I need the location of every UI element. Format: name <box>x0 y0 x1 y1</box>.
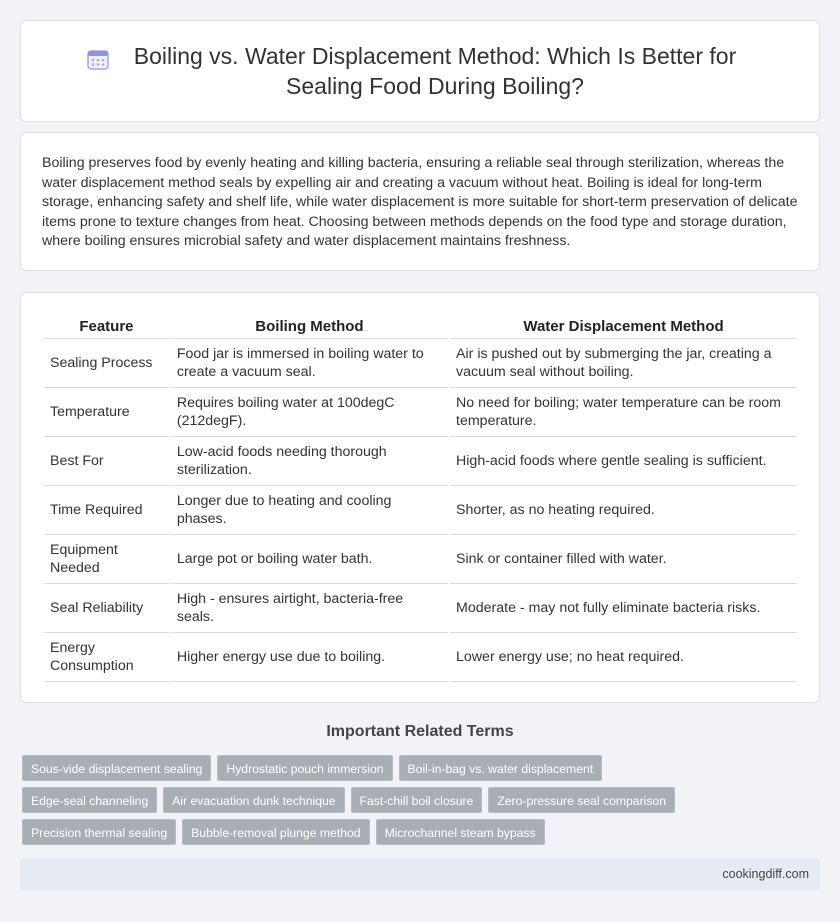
table-header-row <box>44 317 797 339</box>
comparison-table-card <box>20 292 820 703</box>
feature-cell: Seal Reliability <box>44 584 169 633</box>
boiling-cell: Requires boiling water at 100degC (212degF). <box>171 388 448 437</box>
feature-cell: Time Required <box>44 486 169 535</box>
related-term-tag[interactable]: Edge-seal channeling <box>22 787 157 813</box>
table-row <box>44 437 797 486</box>
feature-cell: Best For <box>44 437 169 486</box>
table-row <box>44 535 797 584</box>
boiling-cell: Large pot or boiling water bath. <box>171 535 448 584</box>
feature-cell: Sealing Process <box>44 339 169 388</box>
footer-bar <box>20 858 820 891</box>
related-term-tag[interactable]: Zero-pressure seal comparison <box>488 787 675 813</box>
feature-cell: Equipment Needed <box>44 535 169 584</box>
boiling-cell: Low-acid foods needing thorough sterilization. <box>171 437 448 486</box>
table-row <box>44 486 797 535</box>
comparison-table <box>42 317 799 682</box>
header-water-displacement-method: Water Displacement Method <box>450 317 797 339</box>
related-term-tag[interactable]: Bubble-removal plunge method <box>182 819 369 845</box>
boiling-cell: Food jar is immersed in boiling water to create a vacuum seal. <box>171 339 448 388</box>
displacement-cell: Moderate - may not fully eliminate bacteria risks. <box>450 584 797 633</box>
related-terms-heading: Important Related Terms <box>326 723 514 740</box>
table-row <box>44 388 797 437</box>
related-term-tag[interactable]: Boil-in-bag vs. water displacement <box>399 755 603 781</box>
page-title: Boiling vs. Water Displacement Method: Which Is Better for Sealing Food During Boiling? <box>133 43 737 99</box>
footer-site-link[interactable]: cookingdiff.com <box>722 867 809 881</box>
related-terms-list <box>22 755 742 845</box>
feature-cell: Temperature <box>44 388 169 437</box>
related-term-tag[interactable]: Microchannel steam bypass <box>376 819 545 845</box>
related-term-tag[interactable]: Precision thermal sealing <box>22 819 176 845</box>
header-feature: Feature <box>44 317 169 339</box>
boiling-cell: Higher energy use due to boiling. <box>171 633 448 682</box>
related-term-tag[interactable]: Sous-vide displacement sealing <box>22 755 211 781</box>
intro-card <box>20 132 820 271</box>
related-term-tag[interactable]: Hydrostatic pouch immersion <box>217 755 392 781</box>
feature-cell: Energy Consumption <box>44 633 169 682</box>
displacement-cell: Lower energy use; no heat required. <box>450 633 797 682</box>
displacement-cell: No need for boiling; water temperature can be room temperature. <box>450 388 797 437</box>
displacement-cell: Sink or container filled with water. <box>450 535 797 584</box>
related-term-tag[interactable]: Air evacuation dunk technique <box>163 787 344 813</box>
table-row <box>44 339 797 388</box>
related-term-tag[interactable]: Fast-chill boil closure <box>351 787 483 813</box>
boiling-cell: High - ensures airtight, bacteria-free seals. <box>171 584 448 633</box>
displacement-cell: Air is pushed out by submerging the jar, creating a vacuum seal without boiling. <box>450 339 797 388</box>
header-boiling-method: Boiling Method <box>171 317 448 339</box>
boiling-cell: Longer due to heating and cooling phases. <box>171 486 448 535</box>
displacement-cell: High-acid foods where gentle sealing is sufficient. <box>450 437 797 486</box>
table-row <box>44 633 797 682</box>
header-card <box>20 20 820 122</box>
intro-paragraph: Boiling preserves food by evenly heating and killing bacteria, ensuring a reliable seal through sterilization, whereas the water displacement method seals by expelling air and creating a vacuum without heat. Boiling is ideal for long-term storage, enhancing safety and shelf life, while water displacement is more suitable for short-term preservation of delicate items prone to texture changes from heat. Choosing between methods depends on the food type and storage duration, where boiling ensures microbial safety and water displacement maintains freshness. <box>42 155 798 250</box>
displacement-cell: Shorter, as no heating required. <box>450 486 797 535</box>
table-row <box>44 584 797 633</box>
